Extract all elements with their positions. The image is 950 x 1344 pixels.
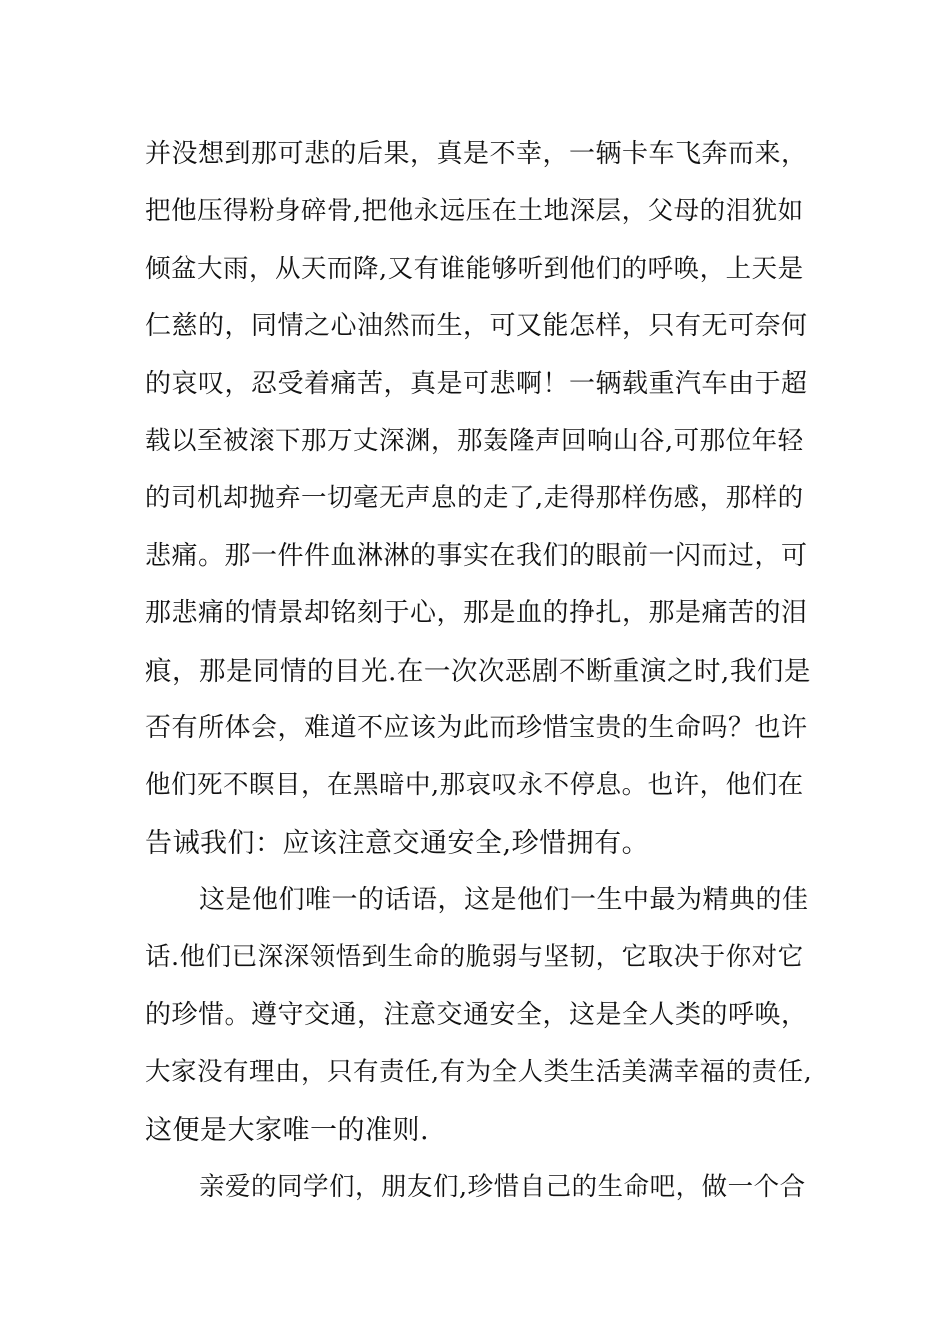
text-line: 把他压得粉身碎骨,把他永远压在土地深层，父母的泪犹如 bbox=[145, 196, 804, 227]
text-line: 并没想到那可悲的后果，真是不幸，一辆卡车飞奔而来， bbox=[145, 139, 808, 169]
text-line: 亲爱的同学们，朋友们,珍惜自己的生命吧，做一个合 bbox=[199, 1172, 806, 1203]
text-line: 大家没有理由，只有责任,有为全人类生活美满幸福的责任, bbox=[145, 1057, 813, 1088]
text-line: 仁慈的，同情之心油然而生，可又能怎样，只有无可奈何 bbox=[145, 311, 808, 342]
text-line: 的哀叹，忍受着痛苦，真是可悲啊！一辆载重汽车由于超 bbox=[145, 368, 808, 399]
text-line: 这便是大家唯一的准则. bbox=[145, 1114, 430, 1146]
text-line: 悲痛。那一件件血淋淋的事实在我们的眼前一闪而过，可 bbox=[145, 540, 808, 571]
text-line: 这是他们唯一的话语，这是他们一生中最为精典的佳 bbox=[199, 885, 809, 916]
text-line: 的珍惜。遵守交通，注意交通安全，这是全人类的呼唤， bbox=[145, 999, 808, 1030]
text-line: 倾盆大雨，从天而降,又有谁能够听到他们的呼唤，上天是 bbox=[145, 253, 804, 284]
text-line: 告诫我们：应该注意交通安全,珍惜拥有。 bbox=[145, 827, 650, 859]
document-body bbox=[145, 126, 815, 1216]
text-line: 话.他们已深深领悟到生命的脆弱与坚韧，它取决于你对它 bbox=[145, 942, 804, 973]
text-line: 否有所体会，难道不应该为此而珍惜宝贵的生命吗？也许 bbox=[145, 712, 808, 743]
text-line: 载以至被滚下那万丈深渊，那轰隆声回响山谷,可那位年轻 bbox=[145, 425, 804, 456]
text-line: 他们死不瞑目，在黑暗中,那哀叹永不停息。也许，他们在 bbox=[145, 770, 804, 801]
text-line: 那悲痛的情景却铭刻于心，那是血的挣扎，那是痛苦的泪 bbox=[145, 598, 808, 629]
text-line: 痕，那是同情的目光.在一次次恶剧不断重演之时,我们是 bbox=[145, 655, 811, 687]
text-line: 的司机却抛弃一切毫无声息的走了,走得那样伤感，那样的 bbox=[145, 483, 804, 514]
